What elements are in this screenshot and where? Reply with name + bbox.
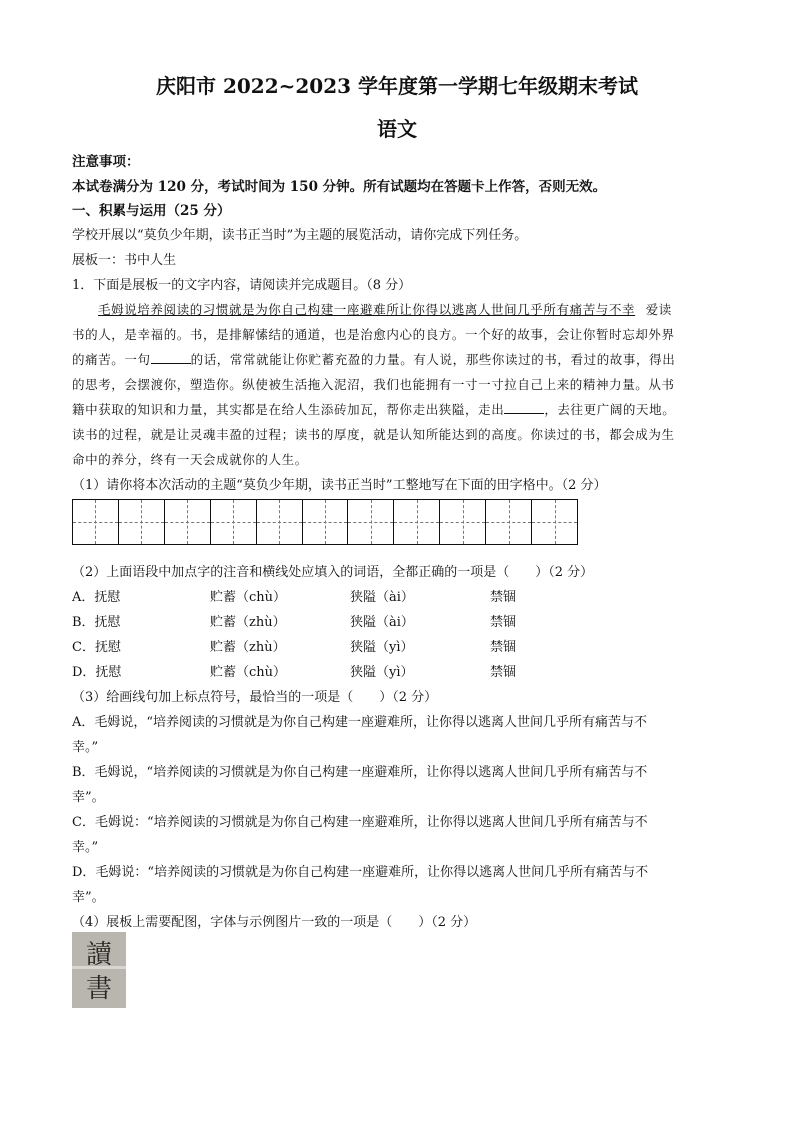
grid-cell[interactable] [119, 500, 165, 544]
passage-line-3: 的痛苦。一句 的话，常常就能让你贮蓄充盈的力量。有人说，那些你读过的书，看过的故事，得出 [72, 352, 676, 367]
grid-cell[interactable] [165, 500, 211, 544]
option-b-3: 狭隘（ài） [350, 615, 414, 630]
option-a-4: 禁锢 [490, 590, 517, 605]
option-3b-line1: B．毛姆说，“培养阅读的习惯就是为你自己构建一座避难所，让你得以逃离人世间几乎所有痛苦与不 [72, 765, 648, 780]
option-b-1: B．抚慰 [72, 615, 121, 630]
tianzige-grid[interactable] [72, 499, 578, 545]
question-1-3: （3）给画线句加上标点符号，最恰当的一项是（ ）（2 分） [72, 690, 438, 705]
option-b-4: 禁锢 [490, 615, 517, 630]
option-3c-line2: 幸。” [72, 840, 99, 855]
passage-line-5: 籍中获取的知识和力量，其实都是在给人生添砖加瓦，帮你走出狭隘，走出 ，去往更广阔的天地。 [72, 402, 676, 417]
option-c-2: 贮蓄（zhù） [210, 640, 286, 655]
section-heading: 一、积累与运用（25 分） [72, 203, 231, 219]
option-d-2: 贮蓄（chù） [210, 665, 287, 680]
sample-glyph-2: 書 [85, 974, 112, 1004]
grid-cell[interactable] [486, 500, 532, 544]
calligraphy-sample-image [72, 932, 126, 1008]
option-3d-line2: 幸”。 [72, 890, 105, 905]
passage-line-7: 命中的养分，终有一天会成就你的人生。 [72, 452, 308, 467]
option-d-4: 禁锢 [490, 665, 517, 680]
grid-cell[interactable] [394, 500, 440, 544]
grid-cell[interactable] [303, 500, 349, 544]
grid-cell[interactable] [257, 500, 303, 544]
passage-line-2: 书的人，是幸福的。书，是排解愫结的通道，也是治愈内心的良方。一个好的故事，会让你暂时忘却外界 [72, 327, 675, 342]
option-a-1: A．抚慰 [72, 590, 121, 605]
section-intro: 学校开展以“莫负少年期，读书正当时”为主题的展览活动，请你完成下列任务。 [72, 228, 528, 243]
option-3c-line1: C．毛姆说：“培养阅读的习惯就是为你自己构建一座避难所，让你得以逃离人世间几乎所有痛苦与不 [72, 815, 648, 830]
option-d-1: D．抚慰 [72, 665, 122, 680]
grid-cell[interactable] [73, 500, 119, 544]
option-d-3: 狭隘（yì） [350, 665, 414, 680]
option-a-2: 贮蓄（chù） [210, 590, 287, 605]
passage-line-4: 的思考，会摆渡你，塑造你。纵使被生活拖入泥沼，我们也能拥有一寸一寸拉自己上来的精神力量。从书 [72, 377, 675, 392]
exam-title: 庆阳市 2022~2023 学年度第一学期七年级期末考试 [155, 74, 638, 98]
question-1-1: （1）请你将本次活动的主题“莫负少年期，读书正当时”工整地写在下面的田字格中。（2 分） [72, 478, 607, 493]
subject-title: 语文 [377, 117, 417, 141]
option-3b-line2: 幸”。 [72, 790, 105, 805]
notice-heading: 注意事项： [72, 154, 140, 170]
option-3d-line1: D．毛姆说：“培养阅读的习惯就是为你自己构建一座避难所，让你得以逃离人世间几乎所有痛苦与不 [72, 865, 649, 880]
grid-cell[interactable] [211, 500, 257, 544]
grid-cell[interactable] [440, 500, 486, 544]
option-a-3: 狭隘（ài） [350, 590, 414, 605]
passage-line-1: 毛姆说培养阅读的习惯就是为你自己构建一座避难所让你得以逃离人世间几乎所有痛苦与不幸 爱读 [98, 302, 672, 317]
option-c-4: 禁锢 [490, 640, 517, 655]
sample-glyph-1: 讀 [85, 940, 112, 970]
option-3a-line1: A．毛姆说，“培养阅读的习惯就是为你自己构建一座避难所，让你得以逃离人世间几乎所有痛苦与不 [72, 715, 648, 730]
option-3a-line2: 幸。” [72, 740, 99, 755]
blank-2 [504, 401, 544, 414]
underlined-sentence: 毛姆说培养阅读的习惯就是为你自己构建一座避难所让你得以逃离人世间几乎所有痛苦与不幸 [98, 302, 636, 317]
passage-line-6: 读书的过程，就是让灵魂丰盈的过程；读书的厚度，就是认知所能达到的高度。你读过的书，都会成为生 [72, 427, 675, 442]
option-b-2: 贮蓄（zhù） [210, 615, 286, 630]
grid-cell[interactable] [348, 500, 394, 544]
notice-text: 本试卷满分为 120 分，考试时间为 150 分钟。所有试题均在答题卡上作答，否则无效。 [72, 179, 607, 195]
blank-1 [151, 351, 191, 364]
question-1-2: （2）上面语段中加点字的注音和横线处应填入的词语，全都正确的一项是（ ）（2 分） [72, 565, 594, 580]
grid-cell[interactable] [532, 500, 577, 544]
question-1-4: （4）展板上需要配图，字体与示例图片一致的一项是（ ）（2 分） [72, 915, 477, 930]
board-label: 展板一：书中人生 [72, 253, 177, 268]
question-1: 1．下面是展板一的文字内容，请阅读并完成题目。（8 分） [72, 278, 412, 293]
option-c-1: C．抚慰 [72, 640, 121, 655]
option-c-3: 狭隘（yì） [350, 640, 414, 655]
